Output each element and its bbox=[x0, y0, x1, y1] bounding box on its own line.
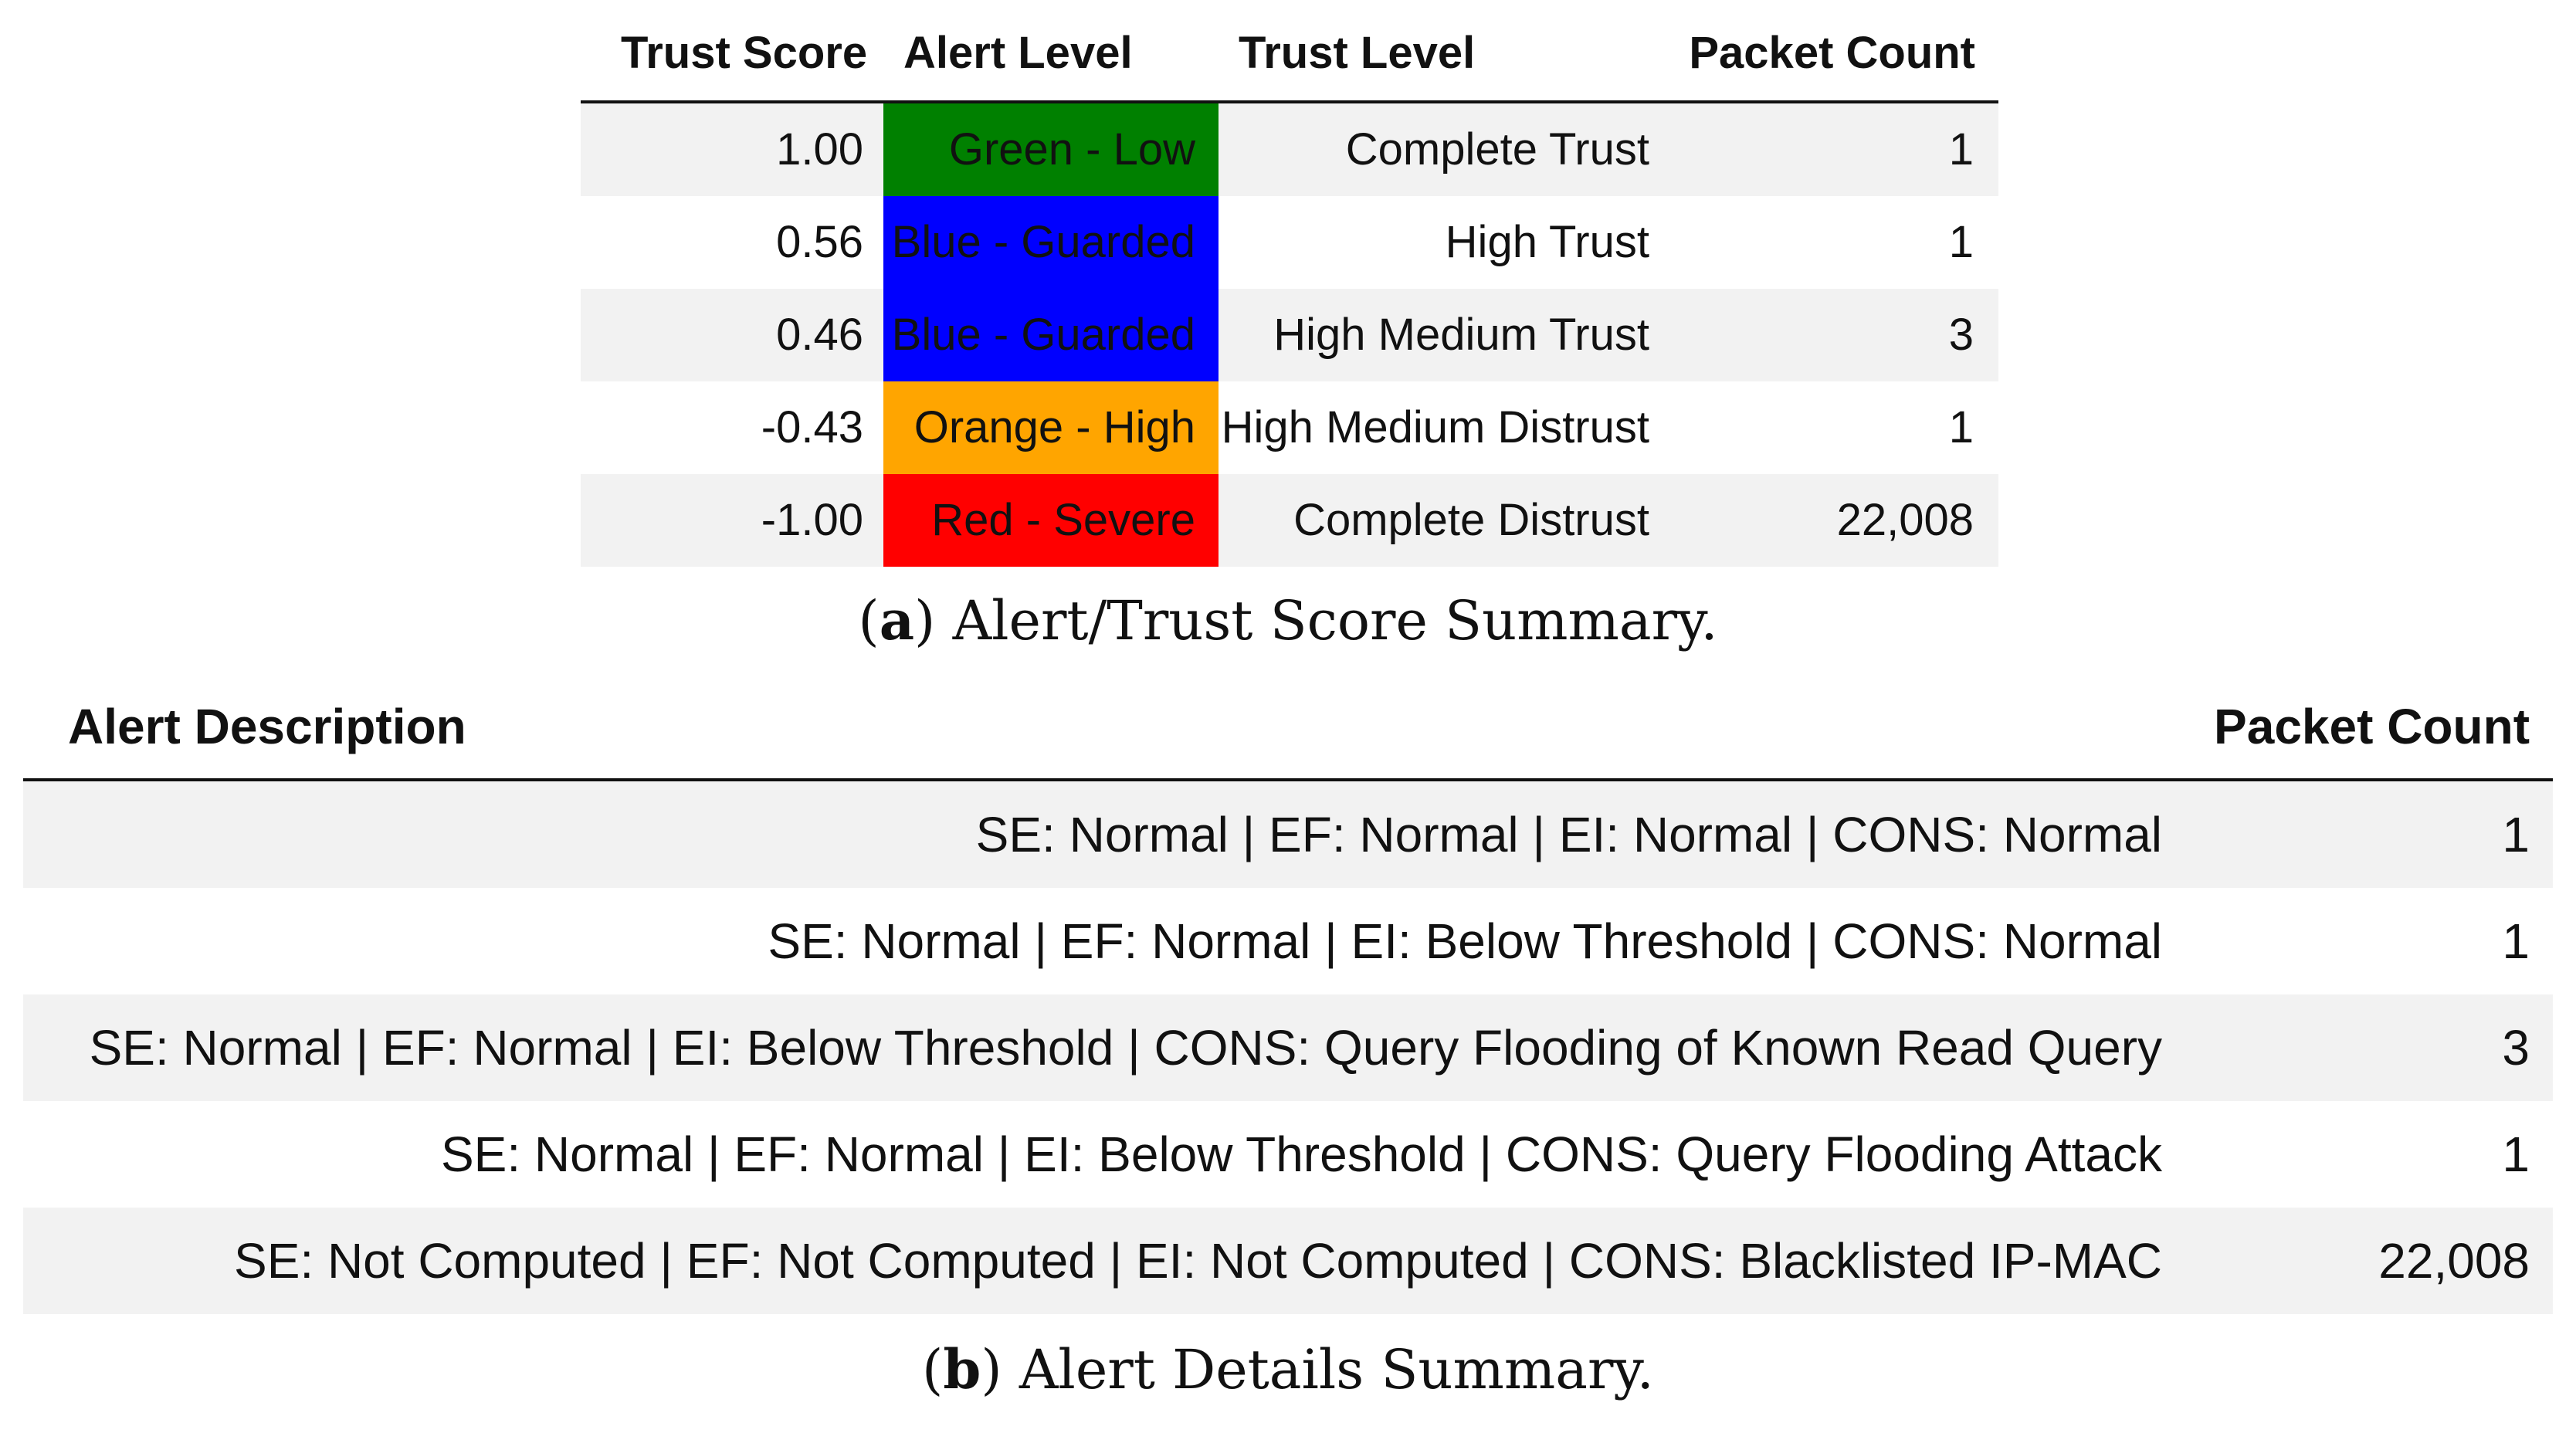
alert-level-cell bbox=[883, 196, 1219, 289]
caption-label: b bbox=[943, 1337, 981, 1401]
trust-level-cell: High Medium Trust bbox=[1273, 310, 1649, 360]
alert-level-label: Blue - Guarded bbox=[891, 217, 1195, 267]
alert-trust-table bbox=[581, 0, 1998, 567]
alert-level-label: Blue - Guarded bbox=[891, 310, 1195, 360]
caption-a: (a) Alert/Trust Score Summary. bbox=[858, 588, 1718, 652]
trust-score-cell: -0.43 bbox=[761, 402, 863, 452]
alert-details-table bbox=[23, 675, 2553, 1314]
caption-text: Alert Details Summary. bbox=[1019, 1338, 1654, 1401]
table-row bbox=[581, 196, 1998, 289]
trust-score-cell: 0.56 bbox=[776, 217, 863, 267]
packet-count-cell: 3 bbox=[1948, 310, 1974, 360]
header-trust-score: Trust Score bbox=[621, 28, 868, 78]
trust-level-cell: Complete Distrust bbox=[1293, 495, 1649, 545]
alert-description-cell: SE: Normal | EF: Normal | EI: Below Threshold | CONS: Normal bbox=[768, 913, 2162, 969]
table-row bbox=[581, 103, 1998, 196]
trust-score-cell: -1.00 bbox=[761, 495, 863, 545]
table-row bbox=[23, 888, 2553, 994]
packet-count-cell: 3 bbox=[2502, 1020, 2530, 1076]
header-trust-level: Trust Level bbox=[1239, 28, 1476, 78]
trust-level-cell: High Medium Distrust bbox=[1221, 402, 1649, 452]
packet-count-cell: 22,008 bbox=[2378, 1233, 2530, 1289]
table-row bbox=[581, 474, 1998, 567]
caption-text: Alert/Trust Score Summary. bbox=[952, 589, 1718, 652]
trust-score-cell: 1.00 bbox=[776, 124, 863, 174]
packet-count-cell: 1 bbox=[2502, 1126, 2530, 1182]
alert-level-label: Green - Low bbox=[948, 124, 1195, 174]
alert-description-cell: SE: Normal | EF: Normal | EI: Normal | CONS: Normal bbox=[975, 807, 2162, 862]
alert-level-cell bbox=[883, 381, 1219, 474]
alert-description-cell: SE: Not Computed | EF: Not Computed | EI: Not Computed | CONS: Blacklisted IP-MAC bbox=[234, 1233, 2162, 1289]
table-row bbox=[23, 1208, 2553, 1314]
caption-b: (b) Alert Details Summary. bbox=[922, 1337, 1654, 1401]
table-header bbox=[581, 0, 1998, 103]
alert-level-label: Red - Severe bbox=[931, 495, 1195, 545]
header-alert-level: Alert Level bbox=[903, 28, 1133, 78]
table-row bbox=[23, 994, 2553, 1101]
trust-score-cell: 0.46 bbox=[776, 310, 863, 360]
header-packet-count: Packet Count bbox=[2214, 699, 2530, 754]
trust-level-cell: High Trust bbox=[1445, 217, 1649, 267]
alert-level-label: Orange - High bbox=[913, 402, 1195, 452]
caption-label: a bbox=[879, 588, 915, 652]
alert-description-cell: SE: Normal | EF: Normal | EI: Below Threshold | CONS: Query Flooding of Known Read Query bbox=[89, 1020, 2162, 1076]
packet-count-cell: 1 bbox=[1948, 124, 1974, 174]
alert-level-cell bbox=[883, 289, 1219, 381]
header-packet-count: Packet Count bbox=[1689, 28, 1975, 78]
table-row bbox=[581, 381, 1998, 474]
table-row bbox=[581, 289, 1998, 381]
alert-level-cell bbox=[883, 103, 1219, 196]
packet-count-cell: 22,008 bbox=[1836, 495, 1974, 545]
packet-count-cell: 1 bbox=[2502, 913, 2530, 969]
packet-count-cell: 1 bbox=[2502, 807, 2530, 862]
packet-count-cell: 1 bbox=[1948, 402, 1974, 452]
header-alert-description: Alert Description bbox=[68, 699, 466, 754]
alert-description-cell: SE: Normal | EF: Normal | EI: Below Threshold | CONS: Query Flooding Attack bbox=[440, 1126, 2162, 1182]
trust-level-cell: Complete Trust bbox=[1345, 124, 1649, 174]
packet-count-cell: 1 bbox=[1948, 217, 1974, 267]
alert-level-cell bbox=[883, 474, 1219, 567]
table-row bbox=[23, 781, 2553, 888]
table-header bbox=[23, 675, 2553, 781]
table-row bbox=[23, 1101, 2553, 1208]
